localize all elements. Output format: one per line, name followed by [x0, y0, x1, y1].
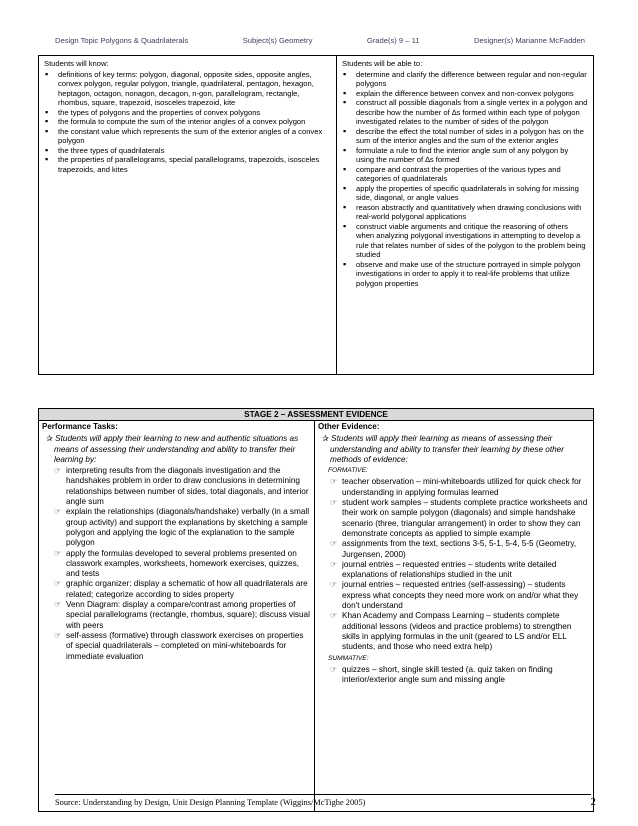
subject: Subject(s) Geometry: [242, 36, 313, 45]
performance-tasks: [39, 421, 315, 811]
other-evidence: [315, 421, 593, 811]
list-item: ☞ interpreting results from the diagonals investigation and the handshakes problem in order to draw conclusions in determining relationships between number of sides, total diagonals, and interior angle sum: [42, 466, 311, 507]
list-item: ▪ apply the properties of specific quadrilaterals in solving for missing side, diagonal, or angle values: [342, 184, 588, 203]
page-header: [55, 36, 585, 45]
list-item: ☞ quizzes – short, single skill tested (a. quiz taken on finding interior/exterior angle sum and missing angle: [318, 665, 590, 686]
other-heading: Other Evidence:: [318, 422, 380, 431]
know-list: [44, 70, 331, 175]
list-item: ▪ compare and contrast the properties of the various types and categories of quadrilaterals: [342, 165, 588, 184]
list-item: ▪ construct viable arguments and critique the reasoning of others when analyzing polygonal investigations in attempting to develop a rule that relates number of sides of the polygon to the problem being studied: [342, 222, 588, 260]
performance-intro-text: Students will apply their learning to new and authentic situations as means of assessing their understanding and ability to transfer their learning by:: [54, 434, 299, 464]
footer-divider: [55, 794, 591, 795]
list-item: ☞ assignments from the text, sections 3-5, 5-1, 5-4, 5-5 (Geometry, Jurgensen, 2000): [318, 539, 590, 560]
designer: Designer(s) Marianne McFadden: [473, 36, 585, 45]
list-item: ▪ observe and make use of the structure portrayed in simple polygon investigations in order to apply it to real-life problems that utilize polygon properties: [342, 260, 588, 289]
list-item: ☞ explain the relationships (diagonals/handshake) verbally (in a small group activity) and support the explanations by sketching a sample polygon and applying the logic of the explanation to the sample polygon: [42, 507, 311, 548]
other-intro-text: Students will apply their learning as means of assessing their understanding and ability to transfer their learning by these other methods of evidence:: [330, 434, 564, 464]
formative-label: FORMATIVE:: [328, 467, 368, 475]
list-item: ▪ reason abstractly and quantitatively when drawing conclusions with real-world polygonal applications: [342, 203, 588, 222]
list-item: ▪ explain the difference between convex and non-convex polygons: [342, 89, 588, 99]
list-item: ▪ definitions of key terms: polygon, diagonal, opposite sides, opposite angles, convex polygon, regular polygon, triangle, quadrilateral, pentagon, hexagon, heptagon, octagon, nonagon, decagon, n-gon, parallelogram, rectangle, rhombus, square, trapezoid, isosceles trapezoid, kite: [44, 70, 331, 108]
performance-intro: [42, 434, 311, 465]
list-item: ▪ the types of polygons and the properties of convex polygons: [44, 108, 331, 118]
list-item: ☞ Venn Diagram: display a compare/contrast among properties of special parallelograms (rectangle, rhombus, square); discuss visual with peers: [42, 600, 311, 631]
summative-list: [318, 665, 590, 686]
list-item: ▪ describe the effect the total number of sides in a polygon has on the sum of the interior angles and the sum of the exterior angles: [342, 127, 588, 146]
list-item: ☞ apply the formulas developed to several problems presented on classwork examples, worksheets, homework exercises, quizzes, and tests: [42, 549, 311, 580]
list-item: ▪ the formula to compute the sum of the interior angles of a convex polygon: [44, 117, 331, 127]
performance-list: [42, 466, 311, 662]
students-will-know: [39, 56, 337, 374]
assessment-evidence-table: [38, 408, 594, 812]
design-topic: Design Topic Polygons & Quadrilaterals: [55, 36, 189, 45]
summative-label: SUMMATIVE:: [328, 654, 369, 662]
list-item: ☞ student work samples – students complete practice worksheets and their work on sample polygon (diagonals) and simple handshake scenario (three, triangular arrangement) in order to show they can demonstrate concepts as applied to simple example: [318, 498, 590, 539]
other-intro: [318, 434, 590, 465]
list-item: ☞ journal entries – requested entries (self-assessing) – students express what concepts they need more work on and/or what they don't understand: [318, 580, 590, 611]
able-list: [342, 70, 588, 289]
list-item: ☞ self-assess (formative) through classwork exercises on properties of special quadrilaterals – completed on mini-whiteboards for immediate evaluation: [42, 631, 311, 662]
students-will-be-able-to: [337, 56, 593, 374]
able-heading: Students will be able to:: [342, 59, 423, 68]
performance-heading: Performance Tasks:: [42, 422, 118, 431]
formative-list: [318, 477, 590, 652]
footer-source: Source: Understanding by Design, Unit Design Planning Template (Wiggins/McTighe 2005): [55, 798, 366, 807]
knowledge-skills-table: [38, 55, 594, 375]
page-number: 2: [590, 796, 596, 808]
list-item: ▪ the three types of quadrilaterals: [44, 146, 331, 156]
list-item: ▪ formulate a rule to find the interior angle sum of any polygon by using the number of ∆s formed: [342, 146, 588, 165]
grades: Grade(s) 9 – 11: [366, 36, 420, 45]
list-item: ☞ Khan Academy and Compass Learning – students complete additional lessons (videos and practice problems) to strengthen skills in applying formulas in the unit (geared to LS and/or ELL students, and those who need extra help): [318, 611, 590, 652]
list-item: ▪ construct all possible diagonals from a single vertex in a polygon and describe how the number of ∆s formed within each type of polygon investigated relates to the number of sides of the polygon: [342, 98, 588, 127]
know-heading: Students will know:: [44, 59, 109, 68]
star-icon: ✰: [322, 434, 329, 444]
list-item: ☞ teacher observation – mini-whiteboards utilized for quick check for understanding in applying formulas learned: [318, 477, 590, 498]
stage-title: STAGE 2 – ASSESSMENT EVIDENCE: [39, 409, 593, 421]
star-icon: ✰: [46, 434, 53, 444]
list-item: ▪ the properties of parallelograms, special parallelograms, trapezoids, isosceles trapezoids, and kites: [44, 155, 331, 174]
list-item: ☞ graphic organizer: display a schematic of how all quadrilaterals are related; categorize according to sides property: [42, 579, 311, 600]
list-item: ▪ the constant value which represents the sum of the exterior angles of a convex polygon: [44, 127, 331, 146]
list-item: ☞ journal entries – requested entries – students write detailed explanations of relationships studied in the unit: [318, 560, 590, 581]
list-item: ▪ determine and clarify the difference between regular and non-regular polygons: [342, 70, 588, 89]
